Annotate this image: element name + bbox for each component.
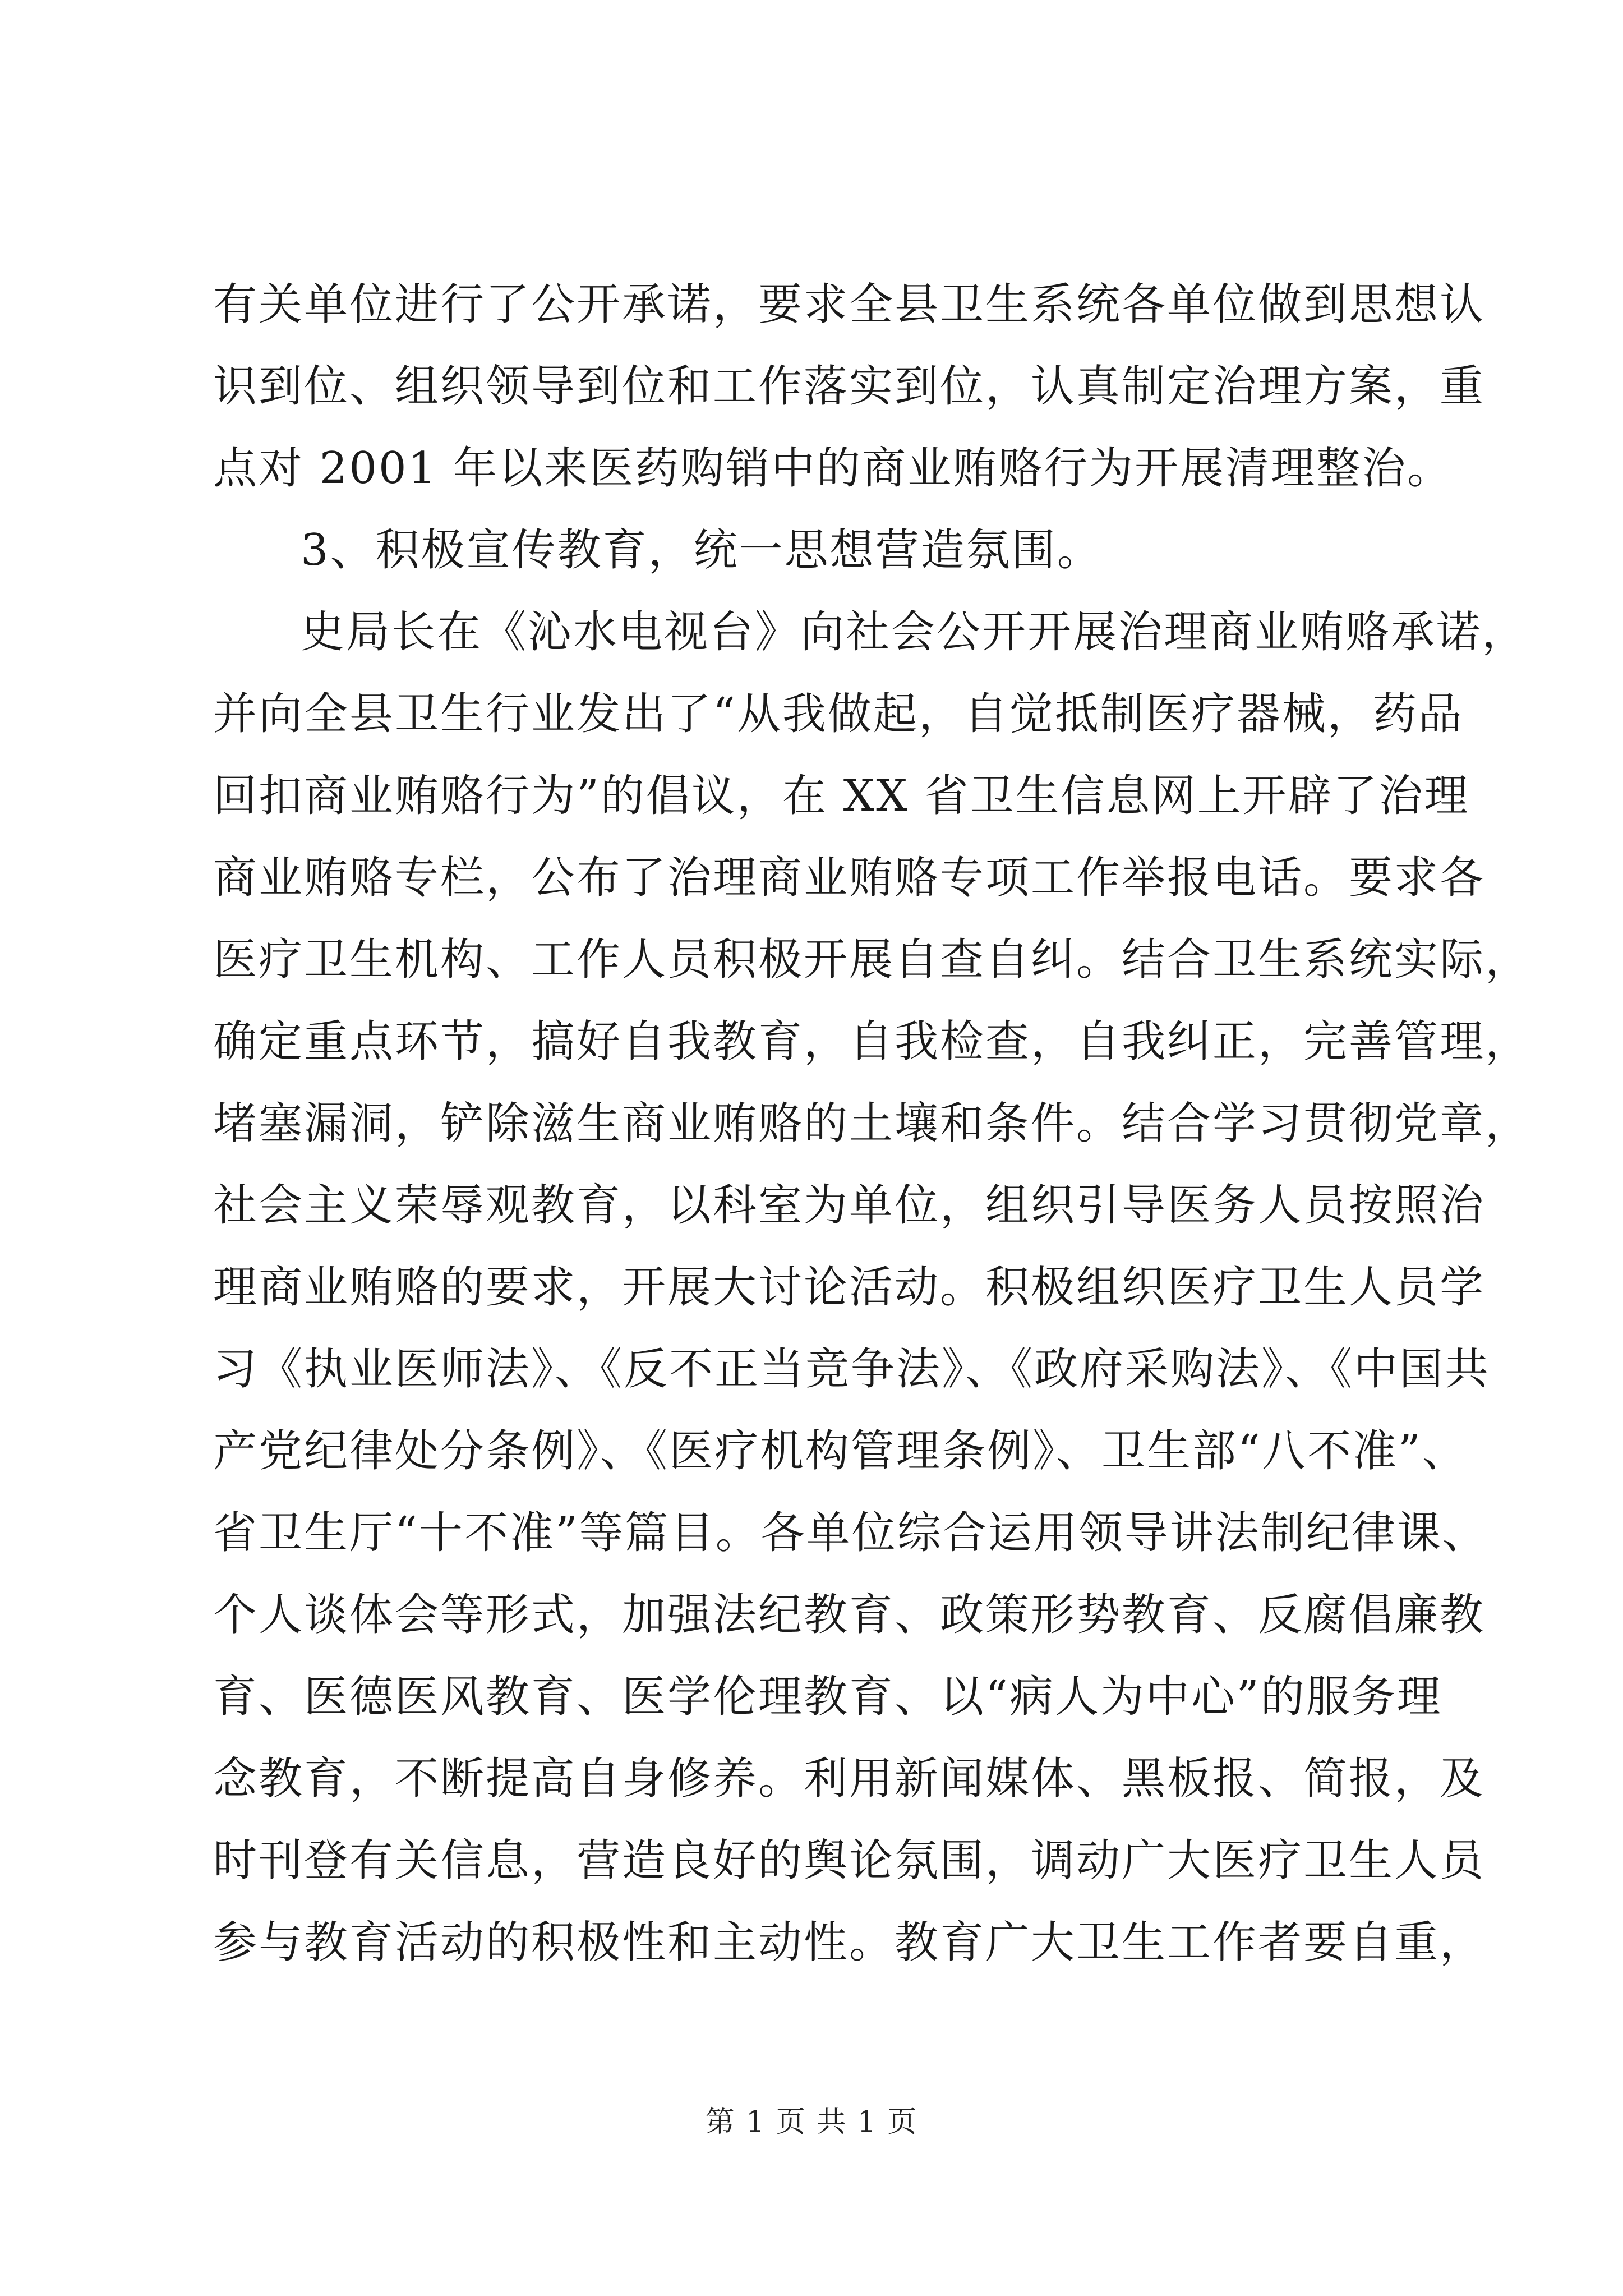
text-line: 回扣商业贿赂行为”的倡议，在 XX 省卫生信息网上开辟了治理	[213, 771, 1470, 821]
text-line: 社会主义荣辱观教育，以科室为单位，组织引导医务人员按照治	[213, 1180, 1486, 1231]
text-line: 时刊登有关信息，营造良好的舆论氛围，调动广大医疗卫生人员	[213, 1835, 1486, 1886]
text-line: 参与教育活动的积极性和主动性。教育广大卫生工作者要自重，	[213, 1917, 1486, 1968]
text-line: 医疗卫生机构、工作人员积极开展自查自纠。结合卫生系统实际，	[213, 935, 1531, 985]
text-line: 堵塞漏洞，铲除滋生商业贿赂的土壤和条件。结合学习贯彻党章，	[213, 1098, 1531, 1149]
document-body	[213, 264, 1531, 1984]
text-line: 点对 2001 年以来医药购销中的商业贿赂行为开展清理整治。	[213, 443, 1453, 494]
text-line: 育、医德医风教育、医学伦理教育、以“病人为中心”的服务理	[213, 1672, 1442, 1722]
text-line: 识到位、组织领导到位和工作落实到位，认真制定治理方案，重	[213, 361, 1486, 412]
text-line: 有关单位进行了公开承诺，要求全县卫生系统各单位做到思想认	[213, 279, 1486, 330]
text-line: 习《执业医师法》、《反不正当竞争法》、《政府采购法》、《中国共	[213, 1344, 1491, 1395]
text-line: 史局长在《沁水电视台》向社会公开开展治理商业贿赂承诺，	[301, 607, 1528, 657]
section-heading: 3、积极宣传教育，统一思想营造氛围。	[301, 525, 1103, 576]
text-line: 确定重点环节，搞好自我教育，自我检查，自我纠正，完善管理，	[213, 1016, 1531, 1067]
text-line: 个人谈体会等形式，加强法纪教育、政策形势教育、反腐倡廉教	[213, 1590, 1486, 1640]
text-line: 并向全县卫生行业发出了“从我做起，自觉抵制医疗器械，药品	[213, 689, 1464, 739]
text-line: 产党纪律处分条例》、《医疗机构管理条例》、卫生部“八不准”、	[213, 1426, 1468, 1476]
text-line: 理商业贿赂的要求，开展大讨论活动。积极组织医疗卫生人员学	[213, 1262, 1486, 1313]
text-line: 念教育，不断提高自身修养。利用新闻媒体、黑板报、简报，及	[213, 1754, 1486, 1804]
page-number-footer: 第 1 页 共 1 页	[705, 2105, 918, 2139]
text-line: 省卫生厅“十不准”等篇目。各单位综合运用领导讲法制纪律课、	[213, 1508, 1488, 1558]
text-line: 商业贿赂专栏，公布了治理商业贿赂专项工作举报电话。要求各	[213, 853, 1486, 903]
